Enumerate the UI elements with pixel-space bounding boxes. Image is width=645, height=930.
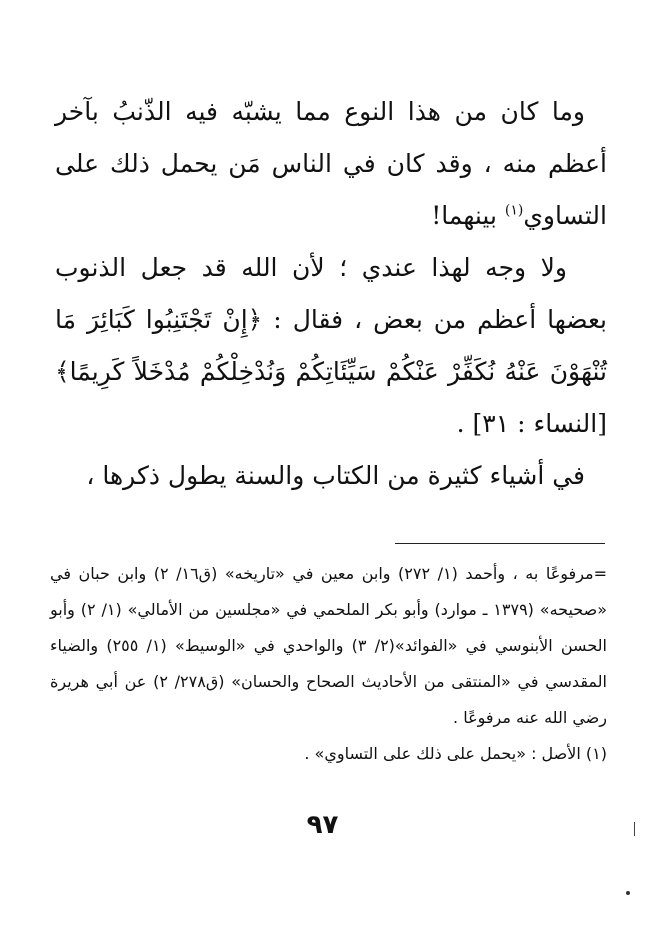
paragraph-1-end: بينهما! [431,201,505,230]
page-number: ٩٧ [306,810,339,840]
footnote-continuation: =مرفوعًا به ، وأحمد (١/ ٢٧٢) وابن معين في «تاريخه» (ق١٦/ ٢) وابن حبان في «صحيحه» (١٣٧٩ ـ موارد) وأبو بكر الملحمي في «مجلسين من الأمالي» (١/ ٢) وأبو الحسن الأبنوسي في «الفوائد»(٢/ ٣) والواحدي في «الوسيط» (١/ ٢٥٥) والضياء المقدسي في «المنتقى من الأحاديث الصحاح والحسان» (ق٢٧٨/ ٢) عن أبي هريرة رضي الله عنه مرفوعًا . [50,564,608,727]
quran-reference: [النساء : ٣١] . [456,409,607,438]
paragraph-2 [55,242,607,450]
quran-verse: ﴿إِنْ تَجْتَنِبُوا كَبَائِرَ مَا تُنْهَوْنَ عَنْهُ نُكَفِّرْ عَنْكُمْ سَيِّئَاتِكُمْ وَنُدْخِلْكُمْ مُدْخَلاً كَرِيمًا﴾ [55,305,607,386]
paragraph-1 [55,86,607,242]
paragraph-3-text: في أشياء كثيرة من الكتاب والسنة يطول ذكرها ، [86,461,585,490]
margin-mark [634,822,635,836]
paragraph-1-text: وما كان من هذا النوع مما يشبّه فيه الذّنبُ بآخر أعظم منه ، وقد كان في الناس مَن يحمل ذلك على التساوي [55,97,607,230]
margin-dot [626,891,630,895]
paragraph-2-text: ولا وجه لهذا عندي ؛ لأن الله قد جعل الذنوب بعضها أعظم من بعض ، فقال : [55,253,607,334]
footnotes-block [50,556,607,772]
paragraph-3 [55,450,607,502]
main-text-block [55,86,607,502]
footnote-reference-1: (١) [504,202,524,219]
footnote-1: (١) الأصل : «يحمل على ذلك على التساوي» . [304,744,607,763]
footnote-separator [395,543,605,544]
